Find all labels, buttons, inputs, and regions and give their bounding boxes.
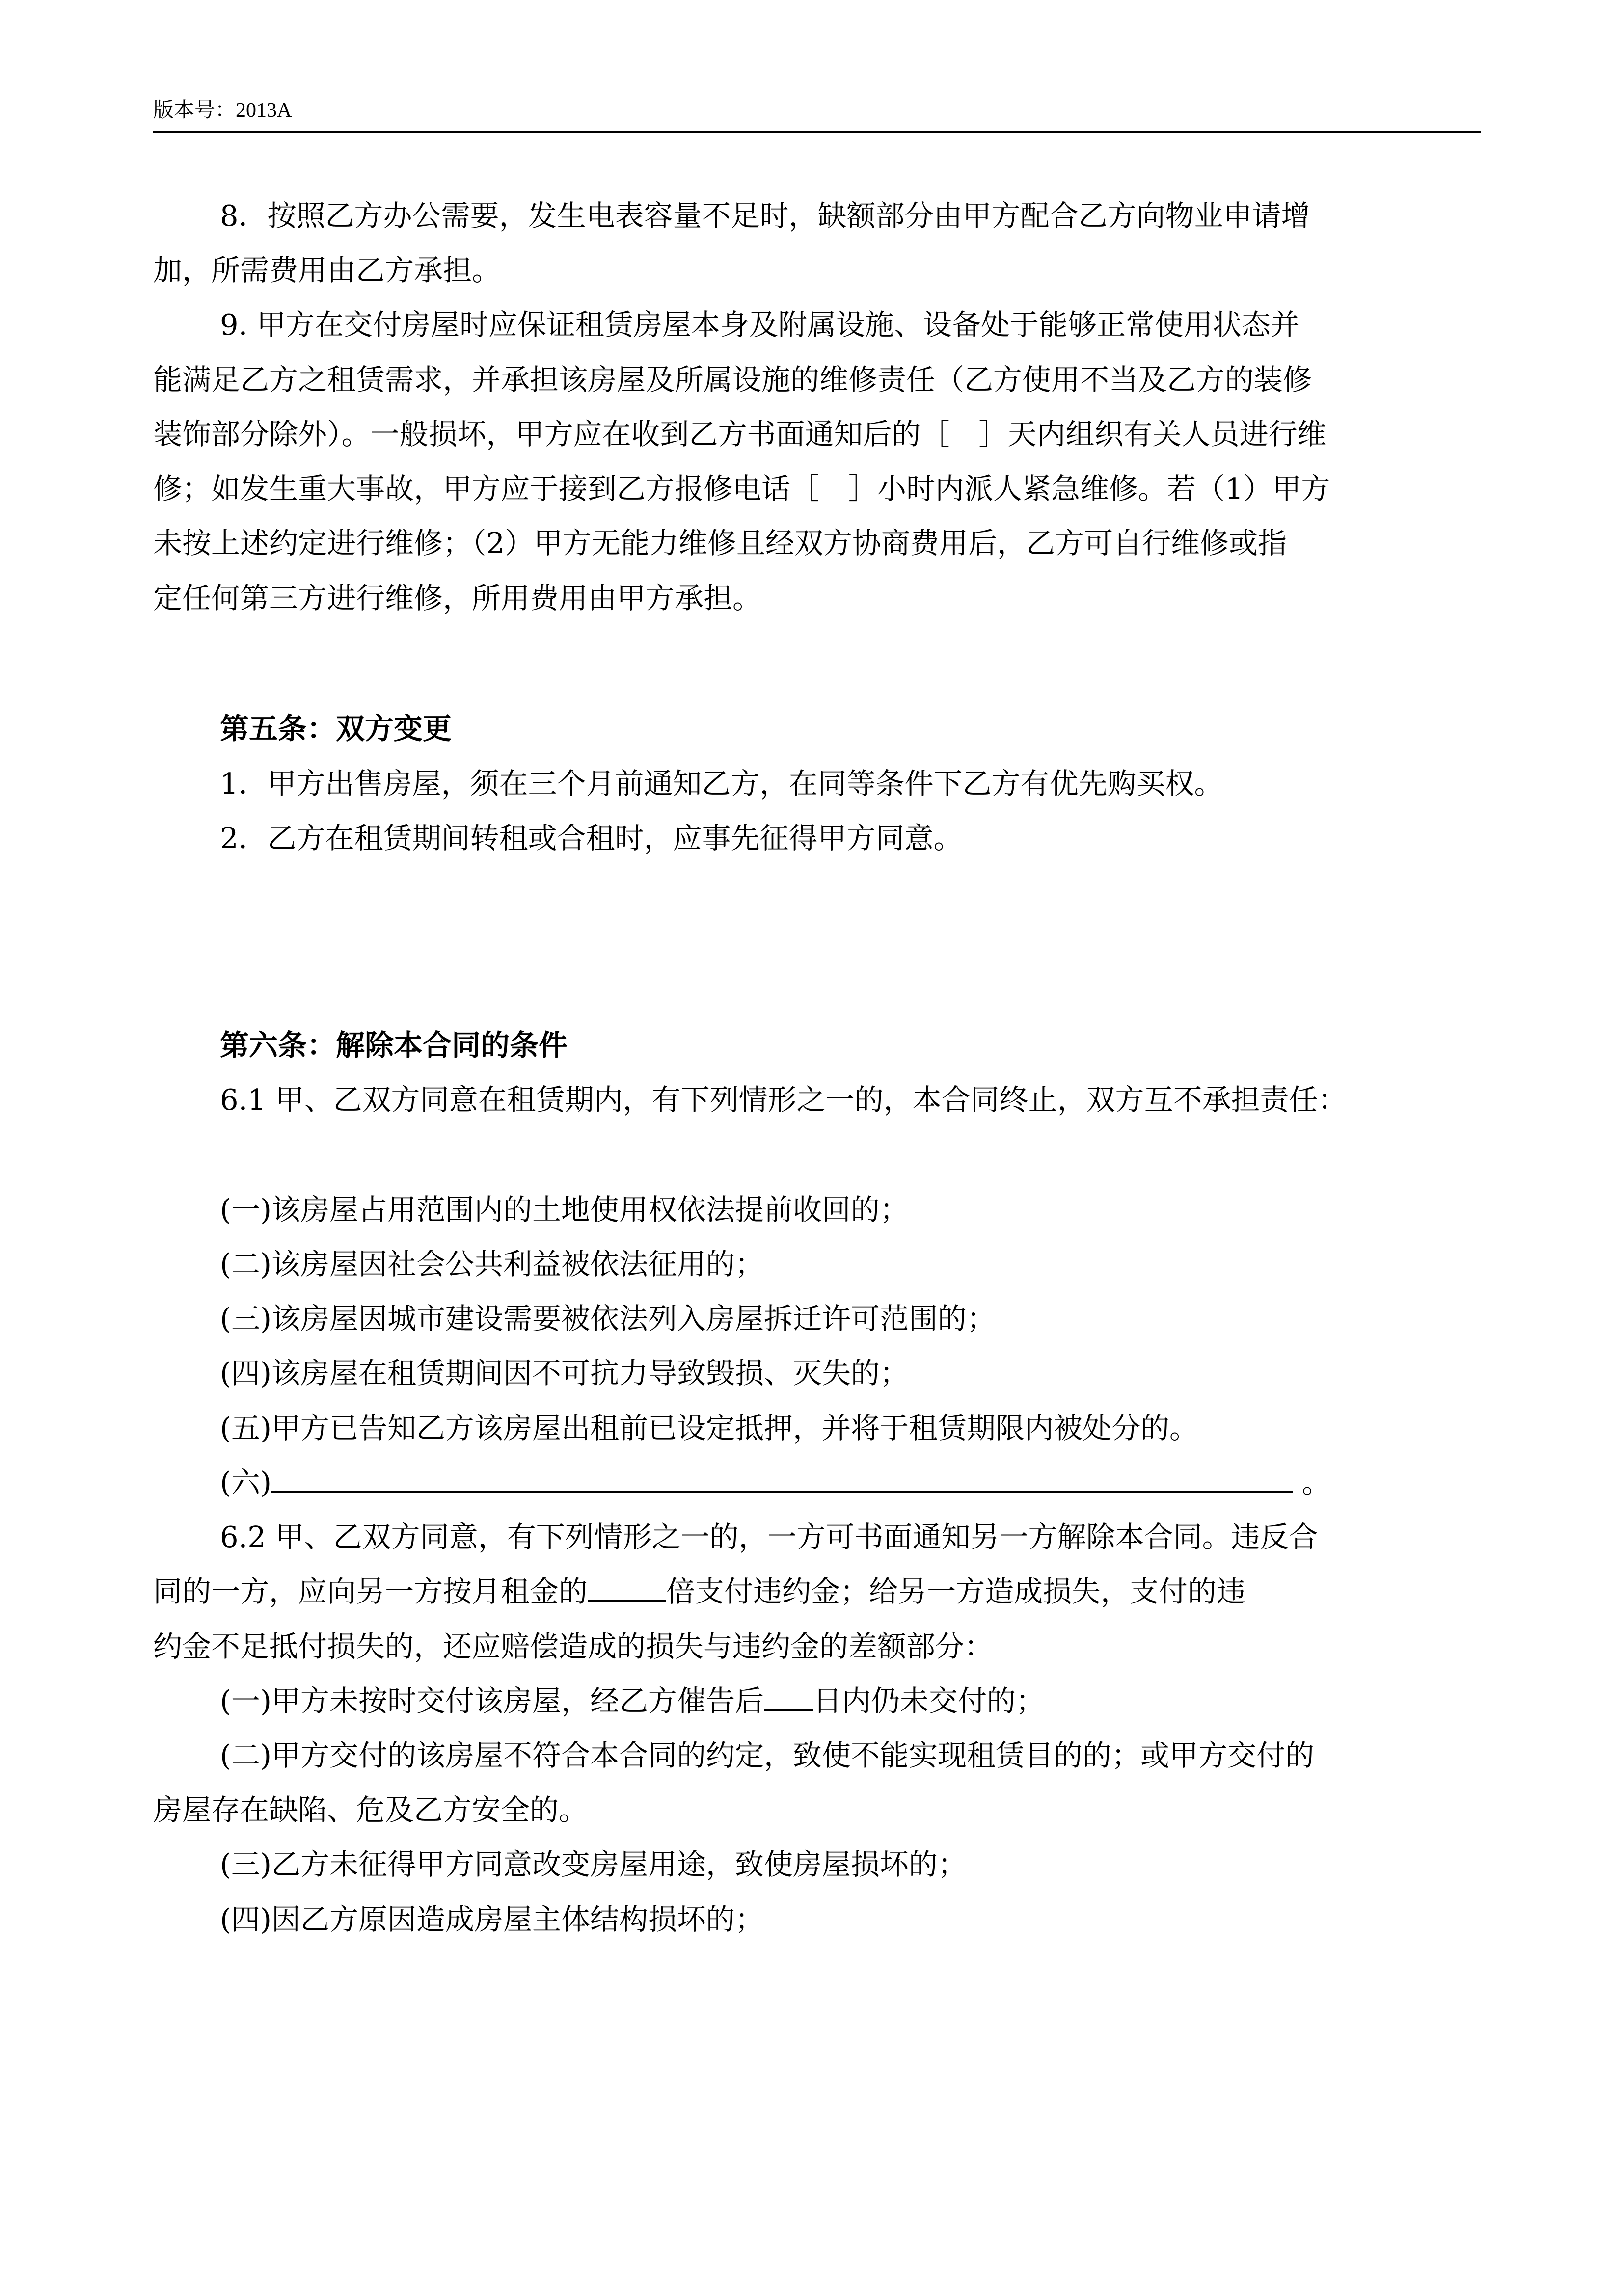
list-item-period: 。 — [1301, 1466, 1331, 1499]
list-item-6-2-2-cont: 房屋存在缺陷、危及乙方安全的。 — [153, 1793, 588, 1827]
article-5-item-2: 2．乙方在租赁期间转租或合租时，应事先征得甲方同意。 — [220, 821, 963, 855]
list-item-6-2-3: (三)乙方未征得甲方同意改变房屋用途，致使房屋损坏的； — [220, 1847, 967, 1881]
article-5-heading: 第五条：双方变更 — [220, 712, 452, 746]
list-item-6-2-4: (四)因乙方原因造成房屋主体结构损坏的； — [220, 1902, 764, 1936]
clause-9-line-2: 能满足乙方之租赁需求，并承担该房屋及所属设施的维修责任（乙方使用不当及乙方的装修 — [153, 363, 1312, 397]
list-item-6-1-6 — [220, 1461, 1331, 1505]
list-item-6-1-5: (五)甲方已告知乙方该房屋出租前已设定抵押，并将于租赁期限内被处分的。 — [220, 1411, 1199, 1445]
clause-9-line-4: 修；如发生重大事故，甲方应于接到乙方报修电话［ ］小时内派人紧急维修。若（1）甲方 — [153, 472, 1330, 506]
list-item-6-1-4: (四)该房屋在租赁期间因不可抗力导致毁损、灭失的； — [220, 1356, 909, 1390]
clause-9-line-3: 装饰部分除外）。一般损坏，甲方应在收到乙方书面通知后的［ ］天内组织有关人员进行维 — [153, 417, 1326, 451]
article-5-item-1: 1．甲方出售房屋，须在三个月前通知乙方，在同等条件下乙方有优先购买权。 — [220, 767, 1223, 801]
text-segment: 日内仍未交付的； — [813, 1684, 1045, 1718]
article-6-heading: 第六条：解除本合同的条件 — [220, 1028, 568, 1062]
text-segment: 倍支付违约金；给另一方造成损失，支付的违 — [666, 1575, 1246, 1608]
list-item-6-1-2: (二)该房屋因社会公共利益被依法征用的； — [220, 1247, 764, 1281]
list-item-6-2-2: (二)甲方交付的该房屋不符合本合同的约定，致使不能实现租赁目的的；或甲方交付的 — [220, 1738, 1315, 1772]
clause-8-line-2: 加，所需费用由乙方承担。 — [153, 253, 501, 287]
header-divider — [153, 131, 1481, 133]
clause-9-line-1: 9. 甲方在交付房屋时应保证租赁房屋本身及附属设施、设备处于能够正常使用状态并 — [220, 308, 1300, 342]
version-number: 版本号：2013A — [153, 99, 292, 122]
section-6-2-line-2 — [153, 1570, 1245, 1614]
clause-9-line-6: 定任何第三方进行维修，所用费用由甲方承担。 — [153, 581, 762, 615]
blank-line — [271, 1464, 1293, 1493]
clause-8-line-1: 8．按照乙方办公需要，发生电表容量不足时，缺额部分由甲方配合乙方向物业申请增 — [220, 199, 1310, 233]
text-segment: 同的一方，应向另一方按月租金的 — [153, 1575, 588, 1608]
list-item-6-1-1: (一)该房屋占用范围内的土地使用权依法提前收回的； — [220, 1193, 909, 1227]
section-6-1-intro: 6.1 甲、乙双方同意在租赁期内，有下列情形之一的，本合同终止，双方互不承担责任： — [220, 1083, 1347, 1117]
section-6-2-line-3: 约金不足抵付损失的，还应赔偿造成的损失与违约金的差额部分： — [153, 1629, 994, 1663]
blank-line — [764, 1682, 813, 1711]
text-segment: (一)甲方未按时交付该房屋，经乙方催告后 — [220, 1684, 764, 1718]
clause-9-line-5: 未按上述约定进行维修；（2）甲方无能力维修且经双方协商费用后，乙方可自行维修或指 — [153, 526, 1287, 560]
list-item-label: (六) — [220, 1466, 272, 1499]
list-item-6-2-1 — [220, 1679, 1045, 1723]
list-item-6-1-3: (三)该房屋因城市建设需要被依法列入房屋拆迁许可范围的； — [220, 1302, 996, 1335]
section-6-2-line-1: 6.2 甲、乙双方同意，有下列情形之一的，一方可书面通知另一方解除本合同。违反合 — [220, 1520, 1318, 1554]
blank-line — [588, 1573, 666, 1602]
